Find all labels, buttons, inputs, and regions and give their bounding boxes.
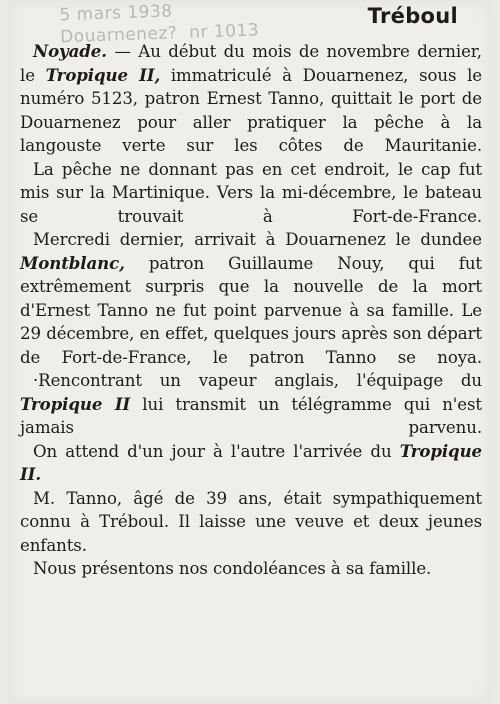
paragraph-2: La pêche ne donnant pas en cet endroit, le cap fut mis sur la Martinique. Vers la mi-décembre, le bateau se trouvait à Fort-de-France.: [20, 159, 482, 226]
paragraph-3-text-a: Mercredi dernier, arrivait à Douarnenez le dundee: [33, 230, 482, 249]
paragraph-4: [20, 369, 482, 440]
paragraph-5: [20, 440, 482, 487]
paragraph-7: Nous présentons nos condoléances à sa famille.: [33, 559, 432, 578]
ship-name: Tropique II: [20, 393, 131, 414]
handwritten-annotation: 5 mars 1938 Douarnenez? nr 1013: [59, 1, 260, 48]
paragraph-4-text-b: lui transmit un télégramme qui n'est jamais parvenu.: [20, 394, 482, 437]
paragraph-3-text-b: patron Guillaume Nouy, qui fut extrêmement surpris que la nouvelle de la mort d'Ernest Tanno ne fut point parvenue à sa famille. Le 29 décembre, en effet, quelques jours après son départ de Fort-de-France, le patron Tanno se noya.: [20, 253, 482, 367]
ship-name: Tropique II,: [45, 64, 161, 85]
paragraph-1: [20, 40, 482, 158]
ship-name: Tropique II.: [20, 440, 482, 484]
paragraph-6: M. Tanno, âgé de 39 ans, était sympathiquement connu à Tréboul. Il laisse une veuve et deux jeunes enfants.: [20, 488, 482, 555]
paragraph-1-text-a: — Au début du mois de novembre dernier, le: [20, 42, 482, 85]
paragraph-4-text-a: ·Rencontrant un vapeur anglais, l'équipage du: [33, 371, 482, 390]
article-heading: Tréboul: [367, 4, 458, 28]
article-body: [20, 40, 482, 581]
paragraph-3: [20, 228, 482, 369]
ship-name: Montblanc,: [20, 252, 125, 273]
paragraph-5-text-a: On attend d'un jour à l'autre l'arrivée du: [33, 441, 400, 461]
article-kicker: Noyade.: [33, 41, 107, 61]
paragraph-1-text-b: immatriculé à Douarnenez, sous le numéro 5123, patron Ernest Tanno, quittait le port de Douarnenez pour aller pratiquer la pêche à la langouste verte sur les côtes de Mauritanie.: [20, 65, 483, 155]
